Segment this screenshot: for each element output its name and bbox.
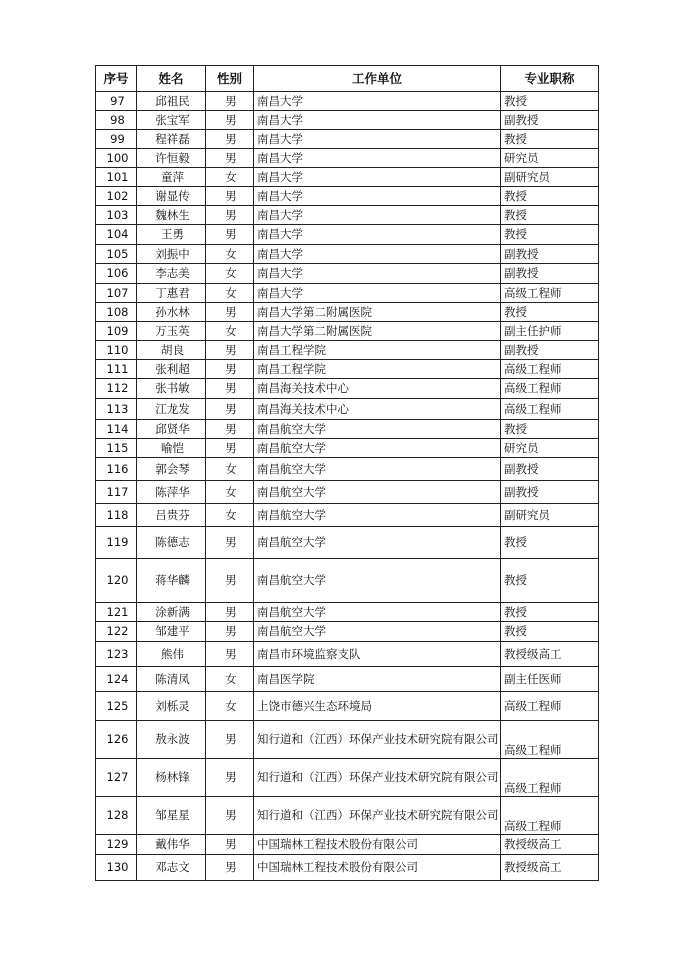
cell-name: 陈萍华: [137, 481, 206, 504]
cell-unit: 南昌大学: [254, 130, 501, 149]
cell-unit: 知行道和（江西）环保产业技术研究院有限公司: [254, 759, 501, 797]
cell-gender: 男: [206, 187, 254, 206]
cell-gender: 女: [206, 504, 254, 527]
cell-unit: 南昌航空大学: [254, 439, 501, 458]
cell-seq: 103: [96, 206, 137, 225]
cell-name: 胡良: [137, 341, 206, 360]
cell-unit: 南昌大学: [254, 225, 501, 245]
table-row: [96, 855, 599, 881]
table-row: [96, 111, 599, 130]
cell-gender: 男: [206, 721, 254, 759]
cell-name: 邹建平: [137, 622, 206, 642]
cell-name: 杨林锋: [137, 759, 206, 797]
cell-gender: 男: [206, 759, 254, 797]
cell-name: 万玉英: [137, 322, 206, 341]
cell-unit: 中国瑞林工程技术股份有限公司: [254, 835, 501, 855]
cell-gender: 男: [206, 92, 254, 111]
cell-title: 副教授: [501, 341, 599, 360]
cell-name: 邱祖民: [137, 92, 206, 111]
cell-gender: 女: [206, 692, 254, 721]
cell-unit: 南昌航空大学: [254, 481, 501, 504]
cell-name: 戴伟华: [137, 835, 206, 855]
cell-title: 副主任护师: [501, 322, 599, 341]
table-row: [96, 187, 599, 206]
table-row: [96, 322, 599, 341]
cell-unit: 南昌大学: [254, 206, 501, 225]
cell-title: 教授: [501, 527, 599, 559]
cell-title: 研究员: [501, 149, 599, 168]
cell-gender: 男: [206, 130, 254, 149]
cell-seq: 107: [96, 284, 137, 303]
cell-seq: 112: [96, 379, 137, 399]
cell-seq: 118: [96, 504, 137, 527]
cell-gender: 男: [206, 559, 254, 603]
cell-name: 陈德志: [137, 527, 206, 559]
cell-seq: 108: [96, 303, 137, 322]
cell-unit: 南昌航空大学: [254, 420, 501, 439]
cell-title: 教授: [501, 622, 599, 642]
table-row: [96, 559, 599, 603]
cell-title: 教授级高工: [501, 855, 599, 881]
cell-gender: 男: [206, 439, 254, 458]
cell-gender: 男: [206, 111, 254, 130]
cell-seq: 122: [96, 622, 137, 642]
cell-gender: 女: [206, 667, 254, 692]
table-row: [96, 341, 599, 360]
cell-title: 副教授: [501, 481, 599, 504]
cell-unit: 南昌大学: [254, 168, 501, 187]
header-name: 姓名: [137, 66, 206, 92]
cell-unit: 南昌大学: [254, 264, 501, 284]
cell-name: 刘振中: [137, 245, 206, 264]
cell-gender: 男: [206, 379, 254, 399]
cell-unit: 南昌航空大学: [254, 559, 501, 603]
table-row: [96, 399, 599, 420]
cell-gender: 男: [206, 149, 254, 168]
cell-title: 教授: [501, 603, 599, 622]
cell-seq: 125: [96, 692, 137, 721]
cell-title: 副教授: [501, 264, 599, 284]
cell-unit: 南昌大学: [254, 111, 501, 130]
cell-gender: 男: [206, 360, 254, 379]
cell-unit: 南昌海关技术中心: [254, 379, 501, 399]
cell-name: 陈清凤: [137, 667, 206, 692]
cell-title: 副教授: [501, 458, 599, 481]
cell-name: 吕贵芬: [137, 504, 206, 527]
cell-name: 张利超: [137, 360, 206, 379]
cell-unit: 南昌医学院: [254, 667, 501, 692]
cell-unit: 南昌市环境监察支队: [254, 642, 501, 667]
cell-title: 教授: [501, 303, 599, 322]
table-header-row: [96, 66, 599, 92]
table-row: [96, 527, 599, 559]
cell-title: 教授: [501, 130, 599, 149]
cell-seq: 117: [96, 481, 137, 504]
cell-gender: 女: [206, 284, 254, 303]
cell-gender: 男: [206, 642, 254, 667]
cell-title: 副研究员: [501, 504, 599, 527]
cell-unit: 南昌航空大学: [254, 458, 501, 481]
cell-unit: 南昌航空大学: [254, 527, 501, 559]
table-row: [96, 692, 599, 721]
table-row: [96, 797, 599, 835]
cell-gender: 男: [206, 527, 254, 559]
table-row: [96, 245, 599, 264]
cell-title: 副教授: [501, 111, 599, 130]
cell-title: 教授: [501, 559, 599, 603]
cell-gender: 男: [206, 225, 254, 245]
cell-unit: 南昌大学: [254, 187, 501, 206]
cell-title: 教授级高工: [501, 835, 599, 855]
cell-name: 童萍: [137, 168, 206, 187]
cell-name: 蒋华麟: [137, 559, 206, 603]
table-row: [96, 284, 599, 303]
table-row: [96, 168, 599, 187]
cell-unit: 南昌航空大学: [254, 504, 501, 527]
cell-title: 高级工程师: [501, 399, 599, 420]
header-gender: 性别: [206, 66, 254, 92]
cell-name: 许恒毅: [137, 149, 206, 168]
cell-seq: 130: [96, 855, 137, 881]
cell-name: 熊伟: [137, 642, 206, 667]
cell-title: 教授: [501, 92, 599, 111]
cell-unit: 南昌海关技术中心: [254, 399, 501, 420]
cell-title: 教授: [501, 225, 599, 245]
cell-gender: 女: [206, 168, 254, 187]
cell-seq: 111: [96, 360, 137, 379]
cell-seq: 100: [96, 149, 137, 168]
cell-unit: 南昌航空大学: [254, 622, 501, 642]
cell-gender: 男: [206, 622, 254, 642]
cell-unit: 南昌大学第二附属医院: [254, 322, 501, 341]
cell-name: 孙水林: [137, 303, 206, 322]
cell-name: 张宝军: [137, 111, 206, 130]
cell-gender: 女: [206, 481, 254, 504]
cell-seq: 110: [96, 341, 137, 360]
table-row: [96, 642, 599, 667]
cell-name: 张书敏: [137, 379, 206, 399]
cell-seq: 126: [96, 721, 137, 759]
cell-unit: 上饶市德兴生态环境局: [254, 692, 501, 721]
cell-gender: 男: [206, 420, 254, 439]
cell-unit: 南昌大学: [254, 284, 501, 303]
cell-name: 郭会琴: [137, 458, 206, 481]
cell-seq: 121: [96, 603, 137, 622]
cell-unit: 南昌大学: [254, 92, 501, 111]
table-row: [96, 303, 599, 322]
cell-seq: 99: [96, 130, 137, 149]
table-row: [96, 379, 599, 399]
cell-seq: 119: [96, 527, 137, 559]
cell-seq: 101: [96, 168, 137, 187]
table-row: [96, 360, 599, 379]
cell-gender: 男: [206, 341, 254, 360]
cell-gender: 男: [206, 399, 254, 420]
cell-seq: 97: [96, 92, 137, 111]
cell-name: 李志美: [137, 264, 206, 284]
table-row: [96, 481, 599, 504]
cell-seq: 115: [96, 439, 137, 458]
table-row: [96, 622, 599, 642]
cell-title: 副主任医师: [501, 667, 599, 692]
cell-name: 邱贤华: [137, 420, 206, 439]
cell-title: 副研究员: [501, 168, 599, 187]
cell-seq: 114: [96, 420, 137, 439]
cell-seq: 98: [96, 111, 137, 130]
cell-unit: 南昌大学: [254, 245, 501, 264]
cell-name: 魏林生: [137, 206, 206, 225]
cell-title: 教授级高工: [501, 642, 599, 667]
cell-unit: 知行道和（江西）环保产业技术研究院有限公司: [254, 797, 501, 835]
cell-seq: 129: [96, 835, 137, 855]
cell-unit: 南昌航空大学: [254, 603, 501, 622]
roster-table: [95, 65, 599, 881]
cell-title: 高级工程师: [501, 797, 599, 835]
cell-name: 敖永波: [137, 721, 206, 759]
cell-unit: 中国瑞林工程技术股份有限公司: [254, 855, 501, 881]
cell-name: 喻恺: [137, 439, 206, 458]
cell-name: 江龙发: [137, 399, 206, 420]
cell-seq: 113: [96, 399, 137, 420]
cell-title: 高级工程师: [501, 360, 599, 379]
cell-unit: 知行道和（江西）环保产业技术研究院有限公司: [254, 721, 501, 759]
table-row: [96, 504, 599, 527]
cell-title: 高级工程师: [501, 284, 599, 303]
header-seq: 序号: [96, 66, 137, 92]
cell-seq: 102: [96, 187, 137, 206]
cell-seq: 109: [96, 322, 137, 341]
cell-name: 谢显传: [137, 187, 206, 206]
cell-gender: 男: [206, 603, 254, 622]
table-row: [96, 603, 599, 622]
cell-title: 研究员: [501, 439, 599, 458]
cell-gender: 女: [206, 322, 254, 341]
table-row: [96, 667, 599, 692]
cell-seq: 123: [96, 642, 137, 667]
cell-title: 高级工程师: [501, 692, 599, 721]
header-unit: 工作单位: [254, 66, 501, 92]
cell-gender: 女: [206, 264, 254, 284]
cell-unit: 南昌工程学院: [254, 341, 501, 360]
cell-gender: 男: [206, 835, 254, 855]
cell-name: 刘栎灵: [137, 692, 206, 721]
table-row: [96, 225, 599, 245]
cell-unit: 南昌工程学院: [254, 360, 501, 379]
cell-seq: 104: [96, 225, 137, 245]
table-body: [96, 92, 599, 881]
table-row: [96, 92, 599, 111]
cell-title: 高级工程师: [501, 721, 599, 759]
cell-gender: 女: [206, 458, 254, 481]
table-row: [96, 721, 599, 759]
table-row: [96, 206, 599, 225]
cell-unit: 南昌大学: [254, 149, 501, 168]
table-row: [96, 458, 599, 481]
cell-name: 邓志文: [137, 855, 206, 881]
cell-name: 王勇: [137, 225, 206, 245]
cell-title: 高级工程师: [501, 379, 599, 399]
cell-seq: 127: [96, 759, 137, 797]
cell-gender: 男: [206, 855, 254, 881]
cell-title: 高级工程师: [501, 759, 599, 797]
table-row: [96, 759, 599, 797]
table-row: [96, 420, 599, 439]
cell-name: 程祥磊: [137, 130, 206, 149]
cell-title: 教授: [501, 206, 599, 225]
table-row: [96, 149, 599, 168]
cell-seq: 128: [96, 797, 137, 835]
table-row: [96, 835, 599, 855]
cell-gender: 女: [206, 245, 254, 264]
cell-seq: 120: [96, 559, 137, 603]
cell-name: 邹星星: [137, 797, 206, 835]
table-row: [96, 439, 599, 458]
cell-seq: 116: [96, 458, 137, 481]
cell-unit: 南昌大学第二附属医院: [254, 303, 501, 322]
header-title: 专业职称: [501, 66, 599, 92]
cell-gender: 男: [206, 303, 254, 322]
cell-title: 副教授: [501, 245, 599, 264]
table-row: [96, 264, 599, 284]
cell-name: 涂新满: [137, 603, 206, 622]
cell-gender: 男: [206, 797, 254, 835]
cell-title: 教授: [501, 420, 599, 439]
cell-title: 教授: [501, 187, 599, 206]
cell-seq: 106: [96, 264, 137, 284]
cell-name: 丁惠君: [137, 284, 206, 303]
cell-seq: 105: [96, 245, 137, 264]
cell-gender: 男: [206, 206, 254, 225]
table-row: [96, 130, 599, 149]
cell-seq: 124: [96, 667, 137, 692]
